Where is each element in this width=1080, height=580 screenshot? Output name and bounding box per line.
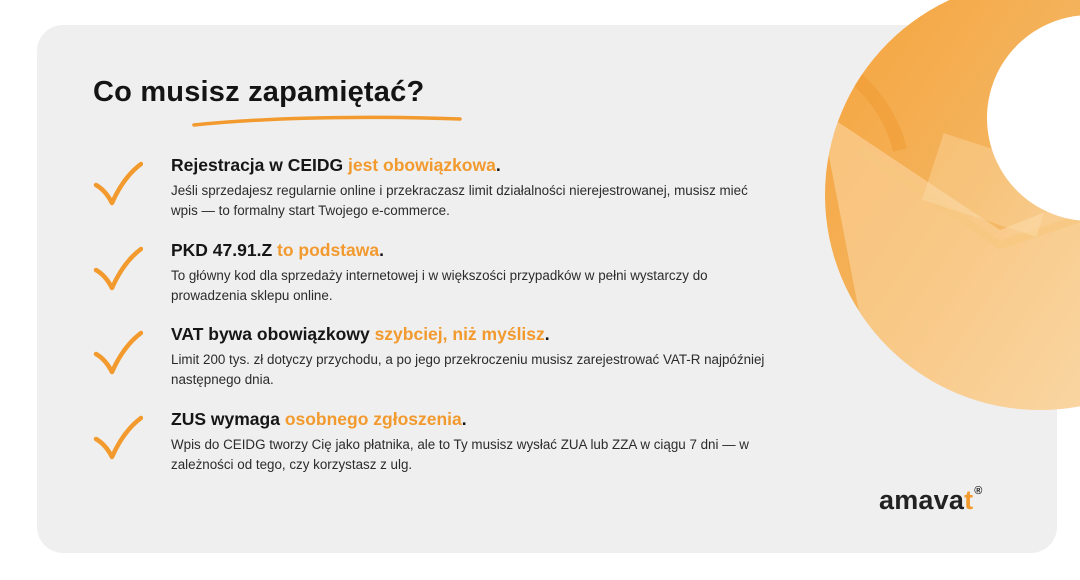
- checkmark-icon: [93, 161, 143, 207]
- item-heading: ZUS wymaga osobnego zgłoszenia.: [171, 409, 467, 429]
- item-heading: PKD 47.91.Z to podstawa.: [171, 240, 384, 260]
- item-description: Wpis do CEIDG tworzy Cię jako płatnika, ale to Ty musisz wysłać ZUA lub ZZA w ciągu 7 dni — w zależności od tego, czy korzystasz z ulg.: [171, 437, 749, 472]
- checkmark-icon: [93, 415, 143, 461]
- checkmark-icon: [93, 246, 143, 292]
- page-title: Co musisz zapamiętać?: [93, 76, 425, 108]
- item-heading: VAT bywa obowiązkowy szybciej, niż myślisz.: [171, 324, 550, 344]
- brand-logo: amavat®: [879, 485, 983, 515]
- item-description: Jeśli sprzedajesz regularnie online i przekraczasz limit działalności nierejestrowanej, musisz mieć wpis — to formalny start Twojego e-commerce.: [171, 183, 748, 218]
- item-description: Limit 200 tys. zł dotyczy przychodu, a po jego przekroczeniu musisz zarejestrować VAT-R najpóźniej następnego dnia.: [171, 352, 765, 387]
- item-heading: Rejestracja w CEIDG jest obowiązkowa.: [171, 155, 501, 175]
- item-description: To główny kod dla sprzedaży internetowej i w większości przypadków w pełni wystarczy do prowadzenia sklepu online.: [171, 268, 708, 303]
- title-underline: [192, 113, 464, 129]
- checkmark-icon: [93, 330, 143, 376]
